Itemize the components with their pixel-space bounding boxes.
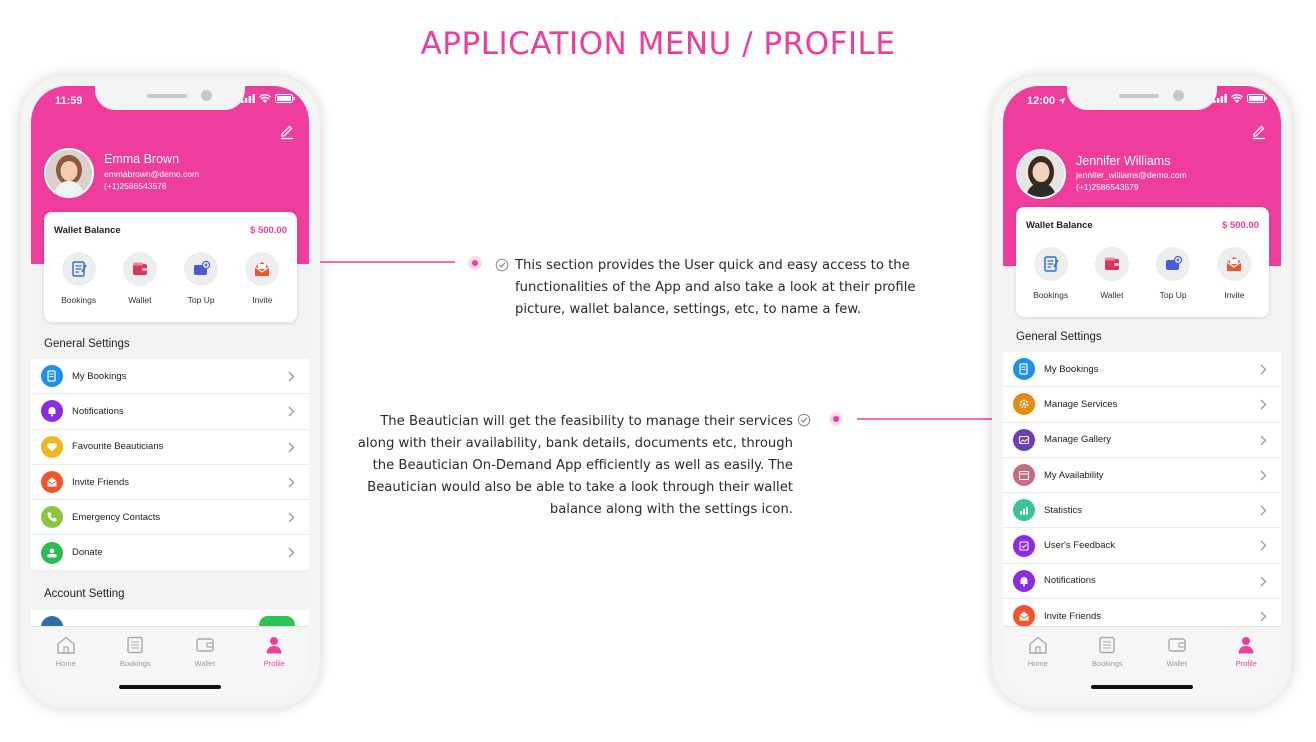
quick-action-topup[interactable]: Top Up	[1145, 247, 1201, 300]
wallet-balance-amount: $ 500.00	[1222, 220, 1259, 231]
profile-icon	[265, 636, 283, 654]
menu-item-notifications[interactable]: Notifications	[31, 394, 309, 429]
topup-icon	[192, 260, 210, 278]
wallet-icon	[195, 636, 215, 654]
check-circle-icon	[797, 413, 811, 427]
profile-email: jennifer_williams@demo.com	[1076, 170, 1187, 180]
chevron-right-icon	[1259, 399, 1267, 410]
chevron-right-icon	[287, 547, 295, 558]
chevron-right-icon	[287, 477, 295, 488]
menu-item-invite-friends[interactable]: Invite Friends	[1003, 599, 1281, 634]
tab-home[interactable]: Home	[31, 627, 101, 698]
chevron-right-icon	[287, 512, 295, 523]
chevron-right-icon	[1259, 505, 1267, 516]
annotation-user-section: This section provides the User quick and easy access to the functionalities of the App and also take a look at their profile picture, wallet balance, settings, etc, to name a few.	[515, 258, 916, 317]
list-icon	[126, 636, 144, 654]
menu-item-users-feedback[interactable]: User's Feedback	[1003, 528, 1281, 563]
topup-icon	[1164, 255, 1182, 273]
avatar[interactable]	[44, 148, 94, 198]
wallet-balance-amount: $ 500.00	[250, 225, 287, 236]
quick-action-topup[interactable]: Top Up	[173, 252, 229, 305]
quick-actions	[48, 252, 293, 305]
chart-icon	[1018, 504, 1030, 516]
chevron-right-icon	[287, 442, 295, 453]
donate-icon	[46, 547, 58, 559]
status-icons	[241, 94, 295, 103]
location-arrow-icon	[1058, 97, 1066, 105]
beautician-app-screen	[1003, 86, 1281, 698]
menu-item-emergency-contacts[interactable]: Emergency Contacts	[31, 500, 309, 535]
connector-line-1	[320, 261, 455, 263]
user-settings-menu	[31, 359, 309, 571]
bell-icon	[1018, 575, 1030, 587]
avatar[interactable]	[1016, 149, 1066, 199]
account-setting-title: Account Setting	[44, 588, 125, 600]
home-icon	[56, 636, 76, 654]
chevron-right-icon	[1259, 364, 1267, 375]
menu-item-notifications[interactable]: Notifications	[1003, 564, 1281, 599]
general-settings-title: General Settings	[1016, 331, 1102, 343]
status-time: 11:59	[55, 95, 83, 107]
home-indicator	[119, 685, 221, 689]
wallet-balance-label: Wallet Balance	[54, 225, 121, 236]
connector-dot-1	[468, 256, 482, 270]
menu-item-favourite-beauticians[interactable]: Favourite Beauticians	[31, 430, 309, 465]
heart-icon	[46, 441, 58, 453]
quick-action-bookings[interactable]: Bookings	[51, 252, 107, 305]
invite-icon	[1018, 610, 1030, 622]
connector-line-2	[857, 418, 992, 420]
check-circle-icon	[495, 258, 509, 272]
bookings-icon	[46, 370, 58, 382]
tab-wallet[interactable]: Wallet	[170, 627, 240, 698]
menu-item-my-bookings[interactable]: My Bookings	[31, 359, 309, 394]
status-icons	[1213, 94, 1267, 103]
menu-item-donate[interactable]: Donate	[31, 535, 309, 570]
bookings-icon	[70, 260, 88, 278]
phone-icon	[46, 511, 58, 523]
menu-item-invite-friends[interactable]: Invite Friends	[31, 465, 309, 500]
user-app-screen	[31, 86, 309, 698]
wallet-icon	[131, 260, 149, 278]
beautician-settings-menu	[1003, 352, 1281, 634]
tab-home[interactable]: Home	[1003, 627, 1073, 698]
menu-item-statistics[interactable]: Statistics	[1003, 493, 1281, 528]
tab-bookings[interactable]: Bookings	[1073, 627, 1143, 698]
chevron-right-icon	[1259, 540, 1267, 551]
tab-bookings[interactable]: Bookings	[101, 627, 171, 698]
profile-icon	[1237, 636, 1255, 654]
home-indicator	[1091, 685, 1193, 689]
battery-icon	[1247, 94, 1267, 103]
phone-notch	[95, 86, 245, 110]
general-settings-title: General Settings	[44, 338, 130, 350]
menu-item-my-availability[interactable]: My Availability	[1003, 458, 1281, 493]
chevron-right-icon	[287, 406, 295, 417]
home-icon	[1028, 636, 1048, 654]
wallet-balance-label: Wallet Balance	[1026, 220, 1093, 231]
profile-name: Emma Brown	[104, 152, 180, 166]
feedback-icon	[1018, 540, 1030, 552]
quick-action-invite[interactable]: Invite	[234, 252, 290, 305]
quick-action-bookings[interactable]: Bookings	[1023, 247, 1079, 300]
page-title: APPLICATION MENU / PROFILE	[420, 26, 896, 62]
edit-profile-icon[interactable]	[279, 124, 295, 140]
profile-email: emmabrown@demo.com	[104, 169, 200, 179]
edit-profile-icon[interactable]	[1251, 124, 1267, 140]
bookings-icon	[1042, 255, 1060, 273]
phone-notch	[1067, 86, 1217, 110]
annotation-beautician-section: The Beautician will get the feasibility to manage their services along with their availability, bank details, documents etc, through the Beautician On-Demand App efficiently as well as easily. The Beautician would also be able to take a look through their wallet balance along with the settings icon.	[357, 414, 793, 517]
tab-profile[interactable]: Profile	[240, 627, 310, 698]
invite-icon	[253, 260, 271, 278]
bookings-icon	[1018, 363, 1030, 375]
gallery-icon	[1018, 434, 1030, 446]
calendar-icon	[1018, 469, 1030, 481]
wallet-card	[1016, 207, 1269, 317]
chevron-right-icon	[1259, 611, 1267, 622]
connector-dot-2	[829, 412, 843, 426]
quick-action-wallet[interactable]: Wallet	[112, 252, 168, 305]
chevron-right-icon	[1259, 435, 1267, 446]
list-icon	[1098, 636, 1116, 654]
tab-wallet[interactable]: Wallet	[1142, 627, 1212, 698]
signal-icon	[1213, 94, 1227, 103]
profile-phone: (+1)2586543579	[1076, 182, 1139, 192]
profile-phone: (+1)2586543578	[104, 181, 167, 191]
tab-profile[interactable]: Profile	[1212, 627, 1282, 698]
gear-icon	[1018, 398, 1030, 410]
quick-action-invite[interactable]: Invite	[1206, 247, 1262, 300]
chevron-right-icon	[287, 371, 295, 382]
menu-item-manage-gallery[interactable]: Manage Gallery	[1003, 423, 1281, 458]
user-phone-frame	[20, 76, 320, 708]
quick-actions	[1020, 247, 1265, 300]
wifi-icon	[259, 94, 271, 103]
wallet-icon	[1167, 636, 1187, 654]
quick-action-wallet[interactable]: Wallet	[1084, 247, 1140, 300]
wallet-card	[44, 212, 297, 322]
menu-item-manage-services[interactable]: Manage Services	[1003, 387, 1281, 422]
chevron-right-icon	[1259, 470, 1267, 481]
status-time: 12:00	[1027, 95, 1066, 107]
profile-name: Jennifer Williams	[1076, 154, 1171, 168]
invite-icon	[46, 476, 58, 488]
wifi-icon	[1231, 94, 1243, 103]
bell-icon	[46, 405, 58, 417]
wallet-icon	[1103, 255, 1121, 273]
beautician-phone-frame	[992, 76, 1292, 708]
signal-icon	[241, 94, 255, 103]
chevron-right-icon	[1259, 576, 1267, 587]
battery-icon	[275, 94, 295, 103]
invite-icon	[1225, 255, 1243, 273]
menu-item-my-bookings[interactable]: My Bookings	[1003, 352, 1281, 387]
